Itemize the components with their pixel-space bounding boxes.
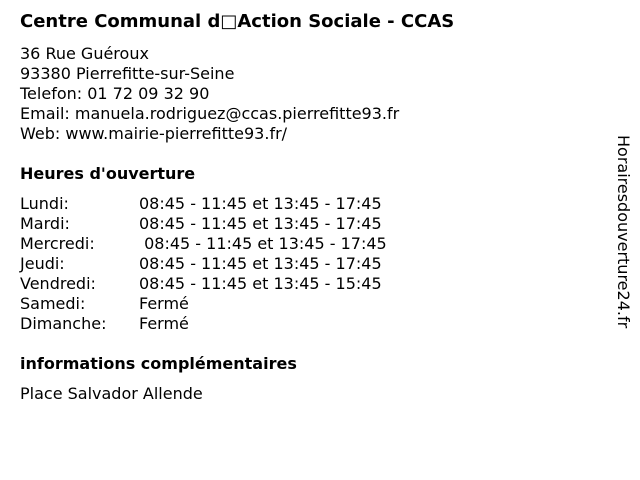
hours-row-lundi: [20, 194, 387, 214]
hours-row-mercredi: [20, 234, 387, 254]
hours-row-mardi: [20, 214, 387, 234]
info-text: Place Salvador Allende: [20, 384, 203, 403]
day-hours: 08:45 - 11:45 et 13:45 - 17:45: [139, 234, 387, 253]
day-hours: 08:45 - 11:45 et 13:45 - 17:45: [139, 254, 382, 273]
info-heading: informations complémentaires: [20, 354, 297, 373]
site-watermark: Horairesdouverture24.fr: [614, 135, 633, 329]
day-hours: 08:45 - 11:45 et 13:45 - 15:45: [139, 274, 382, 293]
email-line: Email: manuela.rodriguez@ccas.pierrefitte93.fr: [20, 104, 400, 123]
hours-row-samedi: [20, 294, 387, 314]
hours-row-dimanche: [20, 314, 387, 334]
day-label: Lundi:: [20, 194, 69, 213]
day-label: Vendredi:: [20, 274, 96, 293]
web-line: Web: www.mairie-pierrefitte93.fr/: [20, 124, 288, 143]
day-label: Mercredi:: [20, 234, 95, 253]
address-block: [20, 44, 399, 144]
day-hours: Fermé: [139, 314, 189, 333]
day-label: Mardi:: [20, 214, 70, 233]
hours-row-vendredi: [20, 274, 387, 294]
day-label: Dimanche:: [20, 314, 107, 333]
day-hours: 08:45 - 11:45 et 13:45 - 17:45: [139, 214, 382, 233]
day-hours: 08:45 - 11:45 et 13:45 - 17:45: [139, 194, 382, 213]
page-title: Centre Communal d□Action Sociale - CCAS: [20, 11, 455, 32]
address-city: 93380 Pierrefitte-sur-Seine: [20, 64, 235, 83]
address-street: 36 Rue Guéroux: [20, 44, 149, 63]
day-hours: Fermé: [139, 294, 189, 313]
hours-table: [20, 194, 387, 334]
hours-row-jeudi: [20, 254, 387, 274]
day-label: Jeudi:: [20, 254, 65, 273]
day-label: Samedi:: [20, 294, 86, 313]
hours-heading: Heures d'ouverture: [20, 164, 196, 183]
phone-line: Telefon: 01 72 09 32 90: [20, 84, 210, 103]
